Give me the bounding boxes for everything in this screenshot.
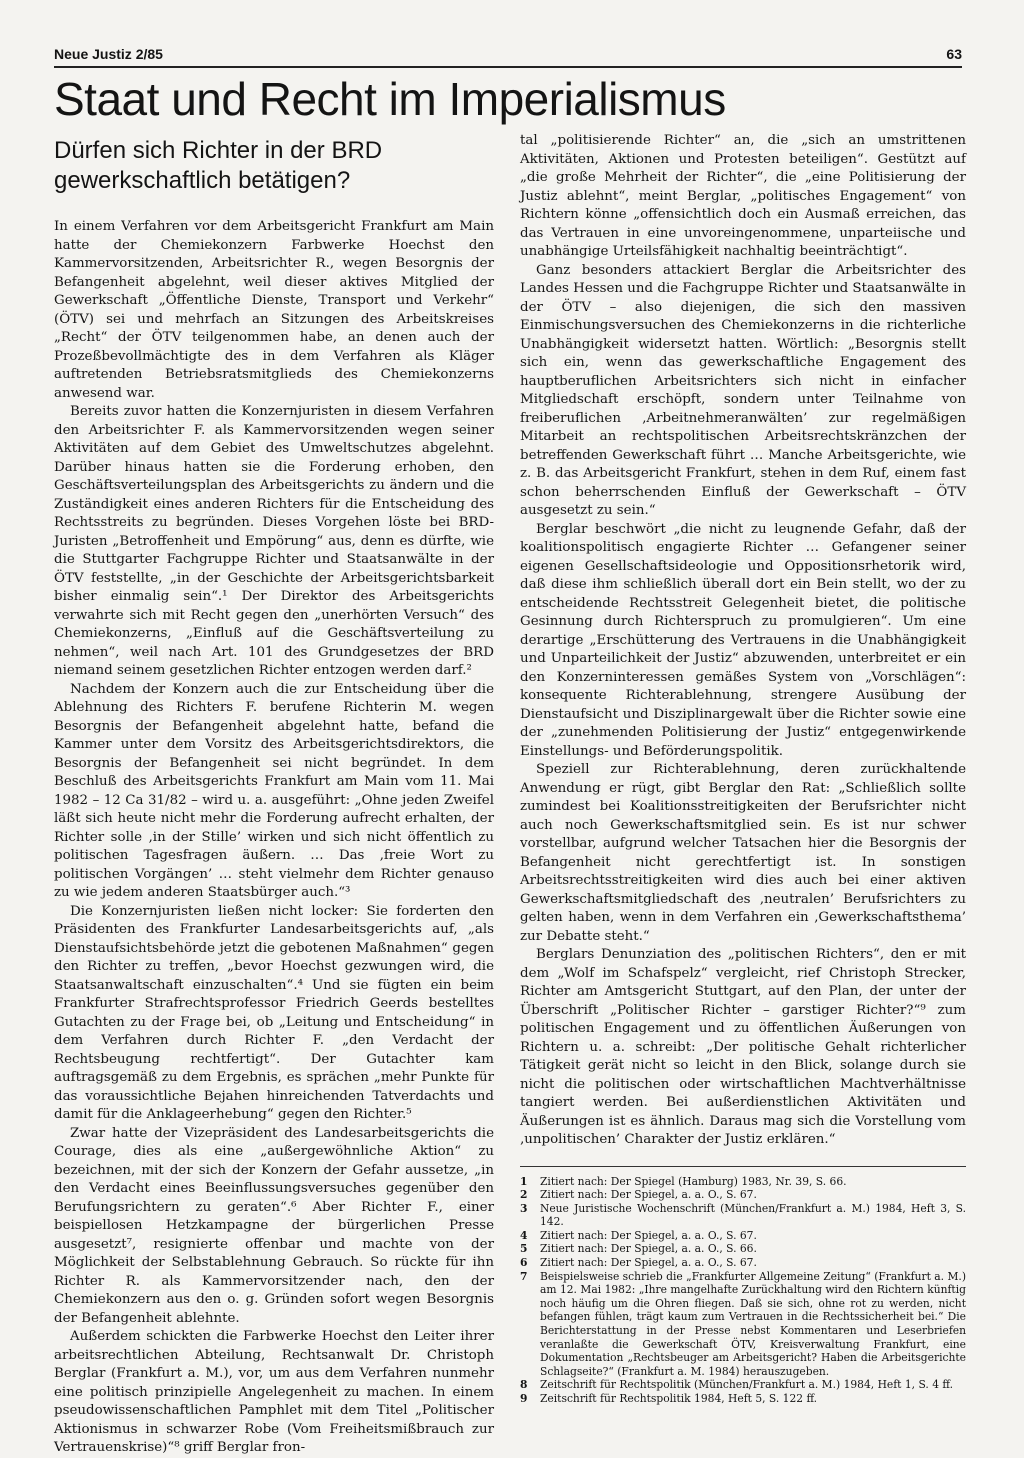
footnote-text: Zitiert nach: Der Spiegel, a. a. O., S. 67.	[540, 1228, 757, 1242]
paragraph: Nachdem der Konzern auch die zur Entscheidung über die Ablehnung des Richters F. berufene Richterin M. wegen Besorgnis der Befangenheit abgelehnt hatte, befand die Kammer unter dem Vorsitz des Arbeitsgerichtsdirektors, die Besorgnis der Befangenheit sei nicht begründet. In dem Beschluß des Arbeitsgerichts Frankfurt am Main vom 11. Mai 1982 – 12 Ca 31/82 – wird u. a. ausgeführt: „Ohne jeden Zweifel läßt sich heute nicht mehr die Forderung aufrecht erhalten, der Richter solle ‚in der Stille’ wirken und sich nicht öffentlich zu politischen Tagesfragen äußern. … Das ‚freie Wort zu politischen Vorgängen’ … steht vielmehr dem Richter genauso zu wie jedem anderen Staatsbürger auch.“³	[54, 681, 494, 900]
footnote-number: 5	[520, 1242, 528, 1256]
paragraph: Außerdem schickten die Farbwerke Hoechst den Leiter ihrer arbeitsrechtlichen Abteilung, Rechtsanwalt Dr. Christoph Berglar (Frankfurt a. M.), vor, um aus dem Verfahren nunmehr eine politisch prinzipielle Angelegenheit zu machen. In einem pseudowissenschaftlichen Pamphlet mit dem Titel „Politischer Aktionismus in schwarzer Robe (Vom Freiheitsmißbrauch zur Vertrauenskrise)“⁸ griff Berglar fron-	[54, 1329, 494, 1455]
paragraph: tal „politisierende Richter“ an, die „sich an umstrittenen Aktivitäten, Aktionen und Protesten beteiligen“. Gestützt auf „die große Mehrheit der Richter“, die „eine Politisierung der Justiz ablehnt“, meint Berglar, „politisches Engagement“ von Richtern könne „offensichtlich doch ein Ausmaß erreichen, das das Vertrauen in eine unvoreingenommene, unparteiische und unabhängige Urteilsfähigkeit nachhaltig beeinträchtigt“.	[520, 133, 966, 259]
page-number: 63	[946, 46, 962, 62]
footnote	[520, 1378, 966, 1392]
article-title: Dürfen sich Richter in der BRD gewerkschaftlich betätigen?	[54, 137, 383, 194]
footnote-number: 7	[520, 1269, 528, 1283]
footnote	[520, 1242, 966, 1256]
footnote-number: 1	[520, 1174, 528, 1188]
right-column	[520, 132, 966, 1406]
footnote-text: Zitiert nach: Der Spiegel, a. a. O., S. 67.	[540, 1188, 757, 1202]
footnote-text: Zeitschrift für Rechtspolitik 1984, Heft 5, S. 122 ff.	[540, 1392, 818, 1405]
paragraph: Berglar beschwört „die nicht zu leugnende Gefahr, daß der koalitionspolitisch engagierte Richter … Gefangener seiner eigenen Gesellschaftsideologie und Oppositionsrhetorik wird, daß diese ihm schließlich überall dort ein Bein stellt, wo der zu entscheidende Rechtsstreit Gelegenheit bietet, die politische Gesinnung durch Richterspruch zu promulgieren“. Um eine derartige „Erschütterung des Vertrauens in die Unabhängigkeit und Unparteilichkeit der Justiz“ abzuwenden, unterbreitet er ein den Konzerninteressen gemäßes System von „Vorschlägen“: konsequente Richterablehnung, strengere Ausübung der Dienstaufsicht und Disziplinargewalt über die Richter sowie eine der „zunehmenden Politisierung der Justiz“ entgegenwirkende Einstellungs- und Beförderungspolitik.	[520, 521, 966, 759]
footnote-number: 9	[520, 1392, 528, 1405]
footnote-text: Zeitschrift für Rechtspolitik (München/Frankfurt a. M.) 1984, Heft 1, S. 4 ff.	[540, 1378, 954, 1392]
footnote-number: 2	[520, 1188, 528, 1202]
paragraph: Speziell zur Richterablehnung, deren zurückhaltende Anwendung er rügt, gibt Berglar den Rat: „Schließlich sollte zumindest bei Koalitionsstreitigkeiten der Berufsrichter nicht auch noch Gewerkschaftsmitglied sein. Es ist nur schwer vorstellbar, aufgrund welcher Tatsachen hier die Besorgnis der Befangenheit nicht gerechtfertigt ist. In sonstigen Arbeitsrechtsstreitigkeiten wird dies auch bei einer aktiven Gewerkschaftsmitgliedschaft des ‚neutralen’ Berufsrichters zu gelten haben, wenn in dem Verfahren ein ‚Gewerkschaftsthema’ zur Debatte steht.“	[520, 762, 966, 944]
footnote-text: Zitiert nach: Der Spiegel (Hamburg) 1983, Nr. 39, S. 66.	[540, 1174, 847, 1188]
footnote-number: 6	[520, 1256, 528, 1270]
footnote	[520, 1270, 966, 1379]
paragraph: Die Konzernjuristen ließen nicht locker: Sie forderten den Präsidenten des Frankfurter Landesarbeitsgerichts auf, „als Dienstaufsichtsbehörde jetzt die gebotenen Maßnahmen“ gegen den Richter zu treffen, „bevor Hoechst gezwungen wird, die Staatsanwaltschaft einzuschalten“.⁴ Und sie fügten ein beim Frankfurter Strafrechtsprofessor Friedrich Geerds bestelltes Gutachten zu der Frage bei, ob „Leitung und Entscheidung“ in dem Verfahren durch Richter F. „den Verdacht der Rechtsbeugung rechtfertigt“. Der Gutachter kam auftragsgemäß zu dem Ergebnis, es sprächen „mehr Punkte für das voraussichtliche Bejahen hinreichenden Tatverdachts und damit für die Anklageerhebung“ gegen den Richter.⁵	[54, 903, 494, 1122]
footnotes	[520, 1166, 966, 1406]
footnote	[520, 1188, 966, 1202]
paragraph: Bereits zuvor hatten die Konzernjuristen in diesem Verfahren den Arbeitsrichter F. als Kammervorsitzenden wegen seiner Aktivitäten auf dem Gebiet des Umweltschutzes abgelehnt. Darüber hinaus hatten sie die Forderung erhoben, den Geschäftsverteilungsplan des Arbeitsgerichts zu ändern und die Zuständigkeit eines anderen Richters für die Entscheidung des Rechtsstreits zu begründen. Dieses Vorgehen löste bei BRD-Juristen „Betroffenheit und Empörung“ aus, denn es dürfte, wie die Stuttgarter Fachgruppe Richter und Staatsanwälte in der ÖTV feststellte, „in der Geschichte der Arbeitsgerichtsbarkeit bisher einmalig sein“.¹ Der Direktor des Arbeitsgerichts verwahrte sich mit Recht gegen den „unerhörten Versuch“ des Chemiekonzerns, „Einfluß auf die Geschäftsverteilung zu nehmen“, weil nach Art. 101 des Grundgesetzes der BRD niemand seinem gesetzlichen Richter entzogen werden darf.²	[54, 404, 494, 678]
footnote	[520, 1175, 966, 1189]
footnote-text: Beispielsweise schrieb die „Frankfurter Allgemeine Zeitung“ (Frankfurt a. M.) am 12. Mai 1982: „Ihre mangelhafte Zurückhaltung wird den Richtern künftig noch häufig um die Ohren fliegen. Daß sie sich, ohne rot zu werden, nicht befangen fühlen, trägt kaum zum Vertrauen in die Rechtssicherheit bei.“ Die Berichterstattung in der Presse nebst Kommentaren und Leserbriefen veranlaßte die Gewerkschaft ÖTV, Kreisverwaltung Frankfurt, eine Dokumentation „Rechtsbeuger am Arbeitsgericht? Haben die Arbeitsgerichte Schlagseite?“ (Frankfurt a. M. 1984) herauszugeben.	[540, 1269, 966, 1378]
footnote-number: 3	[520, 1201, 528, 1215]
paragraph: In einem Verfahren vor dem Arbeitsgericht Frankfurt am Main hatte der Chemiekonzern Farbwerke Hoechst den Kammervorsitzenden, Arbeitsrichter R., wegen Besorgnis der Befangenheit abgelehnt, weil dieser aktives Mitglied der Gewerkschaft „Öffentliche Dienste, Transport und Verkehr“ (ÖTV) sei und mehrfach an Sitzungen des Arbeitskreises „Recht“ der ÖTV teilgenommen habe, an denen auch der Prozeßbevollmächtigte des in dem Verfahren als Kläger auftretenden Betriebsratsmitglieds des Chemiekonzerns anwesend war.	[54, 219, 494, 401]
footnote	[520, 1392, 966, 1406]
paragraph: Ganz besonders attackiert Berglar die Arbeitsrichter des Landes Hessen und die Fachgruppe Richter und Staatsanwälte in der ÖTV – also diejenigen, die sich den massiven Einmischungsversuchen des Chemiekonzerns in die richterliche Unabhängigkeit widersetzt hatten. Wörtlich: „Besorgnis stellt sich ein, wenn das gewerkschaftliche Engagement des hauptberuflichen Arbeitsrichters sich nicht in einfacher Mitgliedschaft erschöpft, sondern unter Teilnahme von freiberuflichen ‚Arbeitnehmeranwälten’ zur regelmäßigen Mitarbeit an rechtspolitischen Arbeitsrechtskränzchen der betreffenden Gewerkschaft führt … Manche Arbeitsgerichte, wie z. B. das Arbeitsgericht Frankfurt, stehen in dem Ruf, einem fast schon beherrschenden Einfluß der Gewerkschaft – ÖTV ausgesetzt zu sein.“	[520, 262, 966, 518]
journal-issue: Neue Justiz 2/85	[54, 46, 163, 62]
footnote-text: Neue Juristische Wochenschrift (München/Frankfurt a. M.) 1984, Heft 3, S. 142.	[540, 1201, 966, 1229]
section-title: Staat und Recht im Imperialismus	[54, 73, 726, 125]
left-column	[54, 136, 494, 1458]
footnote-text: Zitiert nach: Der Spiegel, a. a. O., S. 67.	[540, 1256, 757, 1270]
running-header	[54, 44, 962, 68]
footnote	[520, 1256, 966, 1270]
paragraph: Zwar hatte der Vizepräsident des Landesarbeitsgerichts die Courage, dies als eine „außergewöhnliche Aktion“ zu bezeichnen, mit der sich der Konzern der Gefahr aussetze, „in den Verdacht eines Beeinflussungsversuches gegenüber den Berufungsrichtern zu geraten“.⁶ Aber Richter F., einer beispiellosen Hetzkampagne der bürgerlichen Presse ausgesetzt⁷, resignierte offenbar und machte von der Möglichkeit der Selbstablehnung Gebrauch. So rückte für ihn Richter R. als Kammervorsitzender nach, den der Chemiekonzern aus den o. g. Gründen sofort wegen Besorgnis der Befangenheit ablehnte.	[54, 1125, 494, 1326]
footnote-number: 8	[520, 1378, 528, 1392]
footnote	[520, 1202, 966, 1229]
footnote	[520, 1229, 966, 1243]
footnote-text: Zitiert nach: Der Spiegel, a. a. O., S. 66.	[540, 1242, 757, 1256]
paragraph: Berglars Denunziation des „politischen Richters“, den er mit dem „Wolf im Schafspelz“ vergleicht, rief Christoph Strecker, Richter am Amtsgericht Stuttgart, auf den Plan, der unter der Überschrift „Politischer Richter – garstiger Richter?“⁹ zum politischen Engagement und zu öffentlichen Äußerungen von Richtern u. a. schreibt: „Der politische Gehalt richterlicher Tätigkeit gerät nicht so leicht in den Blick, solange durch sie nicht die politischen oder wirtschaftlichen Machtverhältnisse tangiert werden. Bei außerdienstlichen Aktivitäten und Äußerungen ist es ähnlich. Daraus mag sich die Vorstellung vom ‚unpolitischen’ Charakter der Justiz erklären.“	[520, 947, 966, 1147]
footnote-number: 4	[520, 1228, 528, 1242]
